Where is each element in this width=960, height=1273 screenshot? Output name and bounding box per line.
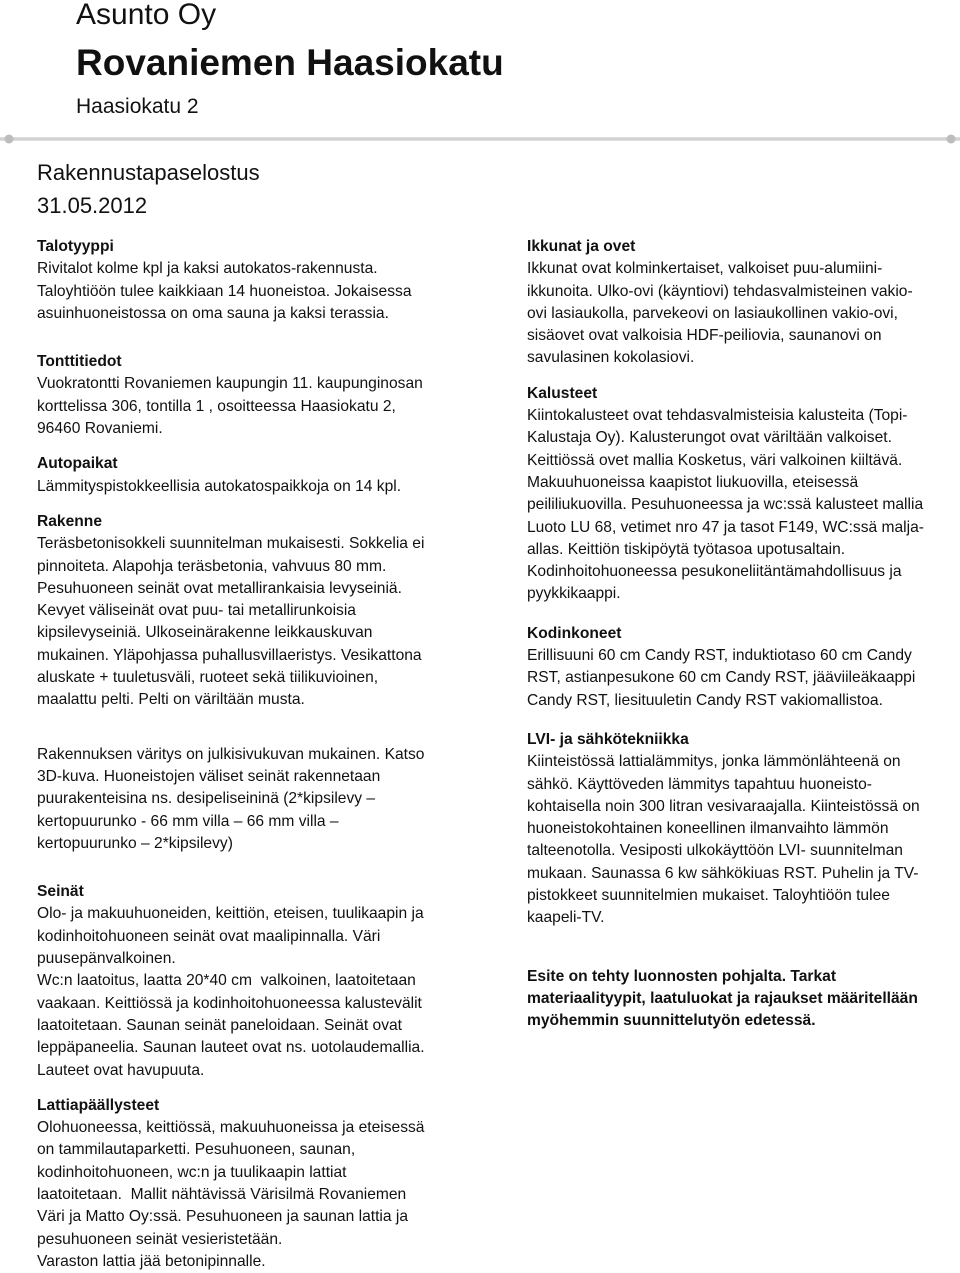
section-heading: Ikkunat ja ovet xyxy=(527,238,636,255)
text-line: leppäpaneelia. Saunan lauteet ovat ns. uotolaudemallia. xyxy=(37,1039,425,1057)
section-tonttitiedot xyxy=(37,351,482,440)
section-heading: Kalusteet xyxy=(527,384,598,402)
paragraph xyxy=(37,476,482,498)
text-line: Lämmityspistokkeellisia autokatospaikkoja on 14 kpl. xyxy=(37,477,402,495)
text-line: Olo- ja makuuhuoneiden, keittiön, eteisen, tuulikaapin ja xyxy=(37,905,424,923)
text-line: kaapeli-TV. xyxy=(527,909,605,927)
text-line: Väri ja Matto Oy:ssä. Pesuhuoneen ja saunan lattia ja xyxy=(37,1208,409,1226)
section-varitys xyxy=(37,744,482,855)
text-line: Rakennuksen väritys on julkisivukuvan mukainen. Katso xyxy=(37,745,425,763)
text-line: Esite on tehty luonnosten pohjalta. Tarkat xyxy=(527,967,837,985)
section-heading: Kodinkoneet xyxy=(527,624,622,642)
header-divider xyxy=(0,134,960,144)
text-line: asuinhuoneistossa on oma sauna ja kaksi terassia. xyxy=(37,304,389,322)
paragraph xyxy=(527,645,945,712)
text-line: Candy RST, liesituuletin Candy RST vakiomallistoa. xyxy=(527,691,883,709)
paragraph xyxy=(527,405,945,606)
paragraph xyxy=(527,258,945,369)
text-line: pinnoiteta. Alapohja teräsbetonia, vahvuus 80 mm. xyxy=(37,557,387,575)
text-line: Erillisuuni 60 cm Candy RST, induktiotaso 60 cm Candy xyxy=(527,647,912,665)
section-lattiapaallysteet xyxy=(37,1095,482,1273)
paragraph xyxy=(37,373,482,440)
text-line: Olohuoneessa, keittiössä, makuuhuoneissa ja eteisessä xyxy=(37,1119,425,1137)
text-line: mukainen. Yläpohjassa puhallusvillaeristys. Vesikattona xyxy=(37,646,422,664)
paragraph xyxy=(37,533,482,711)
text-line: huoneistokohtainen koneellinen ilmanvaihto lämmön xyxy=(527,820,889,838)
text-line: laatoitetaan. Mallit nähtävissä Värisilmä Rovaniemen xyxy=(37,1185,407,1203)
project-address: Haasiokatu 2 xyxy=(76,95,199,118)
text-line: Taloyhtiöön tulee kaikkiaan 14 huoneistoa. Jokaisessa xyxy=(37,282,412,300)
section-heading: Lattiapäällysteet xyxy=(37,1096,160,1114)
text-line: Varaston lattia jää betonipinnalle. xyxy=(37,1252,266,1270)
text-line: aluskate + tuuletusväli, ruoteet sekä tiilikuvioinen, xyxy=(37,669,379,687)
text-line: Pesuhuoneen seinät ovat metallirankaisia levyseiniä. xyxy=(37,579,402,597)
paragraph xyxy=(37,258,482,325)
text-line: Lauteet ovat havupuuta. xyxy=(37,1061,205,1079)
text-line: talteenotolla. Vesiposti ulkokäyttöön LVI- suunnitelman xyxy=(527,842,903,860)
text-line: Kevyet väliseinät ovat puu- tai metallirunkoisia xyxy=(37,602,356,620)
text-line: Luoto LU 68, vetimet nro 47 ja tasot F149, WC:ssä malja- xyxy=(527,518,924,536)
text-line: RST, astianpesukone 60 cm Candy RST, jääviileäkaappi xyxy=(527,669,916,687)
text-line: Kodinhoitohuoneessa pesukoneliitäntämahdollisuus ja xyxy=(527,563,902,581)
text-line: Kiintokalusteet ovat tehdasvalmisteisia kalusteita (Topi- xyxy=(527,407,908,425)
text-line: allas. Keittiön tiskipöytä työtasoa upotusaltain. xyxy=(527,540,846,558)
text-line: puurakenteisina ns. desipeliseininä (2*kipsilevy – xyxy=(37,790,376,808)
text-line: Ikkunat ovat kolminkertaiset, valkoiset puu-alumiini- xyxy=(527,260,883,278)
text-line: Keittiössä ovet mallia Kosketus, väri valkoinen kiiltävä. xyxy=(527,451,903,469)
text-line: Rivitalot kolme kpl ja kaksi autokatos-rakennusta. xyxy=(37,260,378,278)
text-line: Makuuhuoneissa kaapistot liukuovilla, eteisessä xyxy=(527,473,859,491)
text-line: vaakaan. Keittiössä ja kodinhoitohuoneessa kalustevälit xyxy=(37,994,422,1012)
text-line: ikkunoita. Ulko-ovi (käyntiovi) tehdasvalmisteinen vakio- xyxy=(527,282,913,300)
project-title: Rovaniemen Haasiokatu xyxy=(76,42,504,83)
document-type: Rakennustapaselostus xyxy=(37,160,260,185)
section-heading: Tonttitiedot xyxy=(37,353,122,371)
right-column xyxy=(527,236,945,1033)
paragraph xyxy=(527,966,945,1033)
text-line: sisäovet ovat valkoisia HDF-peiliovia, saunanovi on xyxy=(527,327,882,345)
paragraph xyxy=(37,744,482,855)
section-heading: Talotyyppi xyxy=(37,238,114,255)
text-line: kodinhoitohuoneen seinät ovat maalipinnalla. Väri xyxy=(37,927,381,945)
text-line: mukaan. Saunassa 6 kw sähkökiuas RST. Puhelin ja TV- xyxy=(527,864,919,882)
text-line: Kalustaja Oy). Kalusterungot ovat väriltään valkoiset. xyxy=(527,429,892,447)
text-line: Teräsbetonisokkeli suunnitelman mukaisesti. Sokkelia ei xyxy=(37,535,425,553)
left-column xyxy=(37,236,482,1273)
paragraph xyxy=(37,1117,482,1273)
company-name: Asunto Oy xyxy=(76,0,217,31)
text-line: pistokkeet suunnitelmien mukaiset. Taloyhtiöön tulee xyxy=(527,887,890,905)
text-line: kodinhoitohuoneen, wc:n ja tuulikaapin lattiat xyxy=(37,1163,347,1181)
section-rakenne xyxy=(37,511,482,712)
text-line: on tammilautaparketti. Pesuhuoneen, saunan, xyxy=(37,1141,356,1159)
text-line: Kiinteistössä lattialämmitys, jonka lämmönlähteenä on xyxy=(527,753,901,771)
section-heading: LVI- ja sähkötekniikka xyxy=(527,730,689,748)
section-autopaikat xyxy=(37,453,482,498)
paragraph xyxy=(37,903,482,1081)
text-line: laatoitetaan. Saunan seinät paneloidaan. Seinät ovat xyxy=(37,1016,403,1034)
text-line: 3D-kuva. Huoneistojen väliset seinät rakennetaan xyxy=(37,767,381,785)
text-line: korttelissa 306, tontilla 1 , osoitteessa Haasiokatu 2, xyxy=(37,397,396,415)
section-seinat xyxy=(37,881,482,1082)
text-line: Vuokratontti Rovaniemen kaupungin 11. kaupunginosan xyxy=(37,375,423,393)
section-ikkunat-ja-ovet xyxy=(527,236,945,370)
text-line: myöhemmin suunnittelutyön edetessä. xyxy=(527,1012,816,1030)
section-kalusteet xyxy=(527,383,945,606)
text-line: kipsilevyseiniä. Ulkoseinärakenne leikkauskuvan xyxy=(37,624,373,642)
text-line: peililiukuovilla. Pesuhuoneessa ja wc:ssä kalusteet mallia xyxy=(527,496,924,514)
section-heading: Autopaikat xyxy=(37,455,118,473)
text-line: kertopuurunko – 2*kipsilevy) xyxy=(37,834,233,852)
document-date: 31.05.2012 xyxy=(37,193,148,218)
text-line: ovi lasiaukolla, parvekeovi on lasiaukollinen vakio-ovi, xyxy=(527,304,898,322)
section-talotyyppi xyxy=(37,236,482,325)
text-line: pyykkikaappi. xyxy=(527,585,621,603)
text-line: 96460 Rovaniemi. xyxy=(37,420,163,438)
section-heading: Seinät xyxy=(37,883,84,901)
text-line: kertopuurunko - 66 mm villa – 66 mm villa – xyxy=(37,812,339,830)
text-line: savulasinen kokolasiovi. xyxy=(527,349,695,367)
text-line: puusepänvalkoinen. xyxy=(37,950,176,968)
section-disclaimer-note xyxy=(527,966,945,1033)
text-line: pesuhuoneen seinät vesieristetään. xyxy=(37,1230,283,1248)
paragraph xyxy=(527,751,945,929)
text-line: Wc:n laatoitus, laatta 20*40 cm valkoinen, laatoitetaan xyxy=(37,972,416,990)
text-line: sähkö. Käyttöveden lämmitys tapahtuu huoneisto- xyxy=(527,775,872,793)
section-heading: Rakenne xyxy=(37,512,103,530)
section-kodinkoneet xyxy=(527,623,945,712)
text-line: kohtaisella noin 300 litran vesivaraajalla. Kiinteistössä on xyxy=(527,797,920,815)
text-line: materiaalityypit, laatuluokat ja rajaukset määritellään xyxy=(527,989,918,1007)
section-lvi-ja-sahkotekniikka xyxy=(527,729,945,930)
text-line: maalattu pelti. Pelti on väriltään musta. xyxy=(37,691,305,709)
